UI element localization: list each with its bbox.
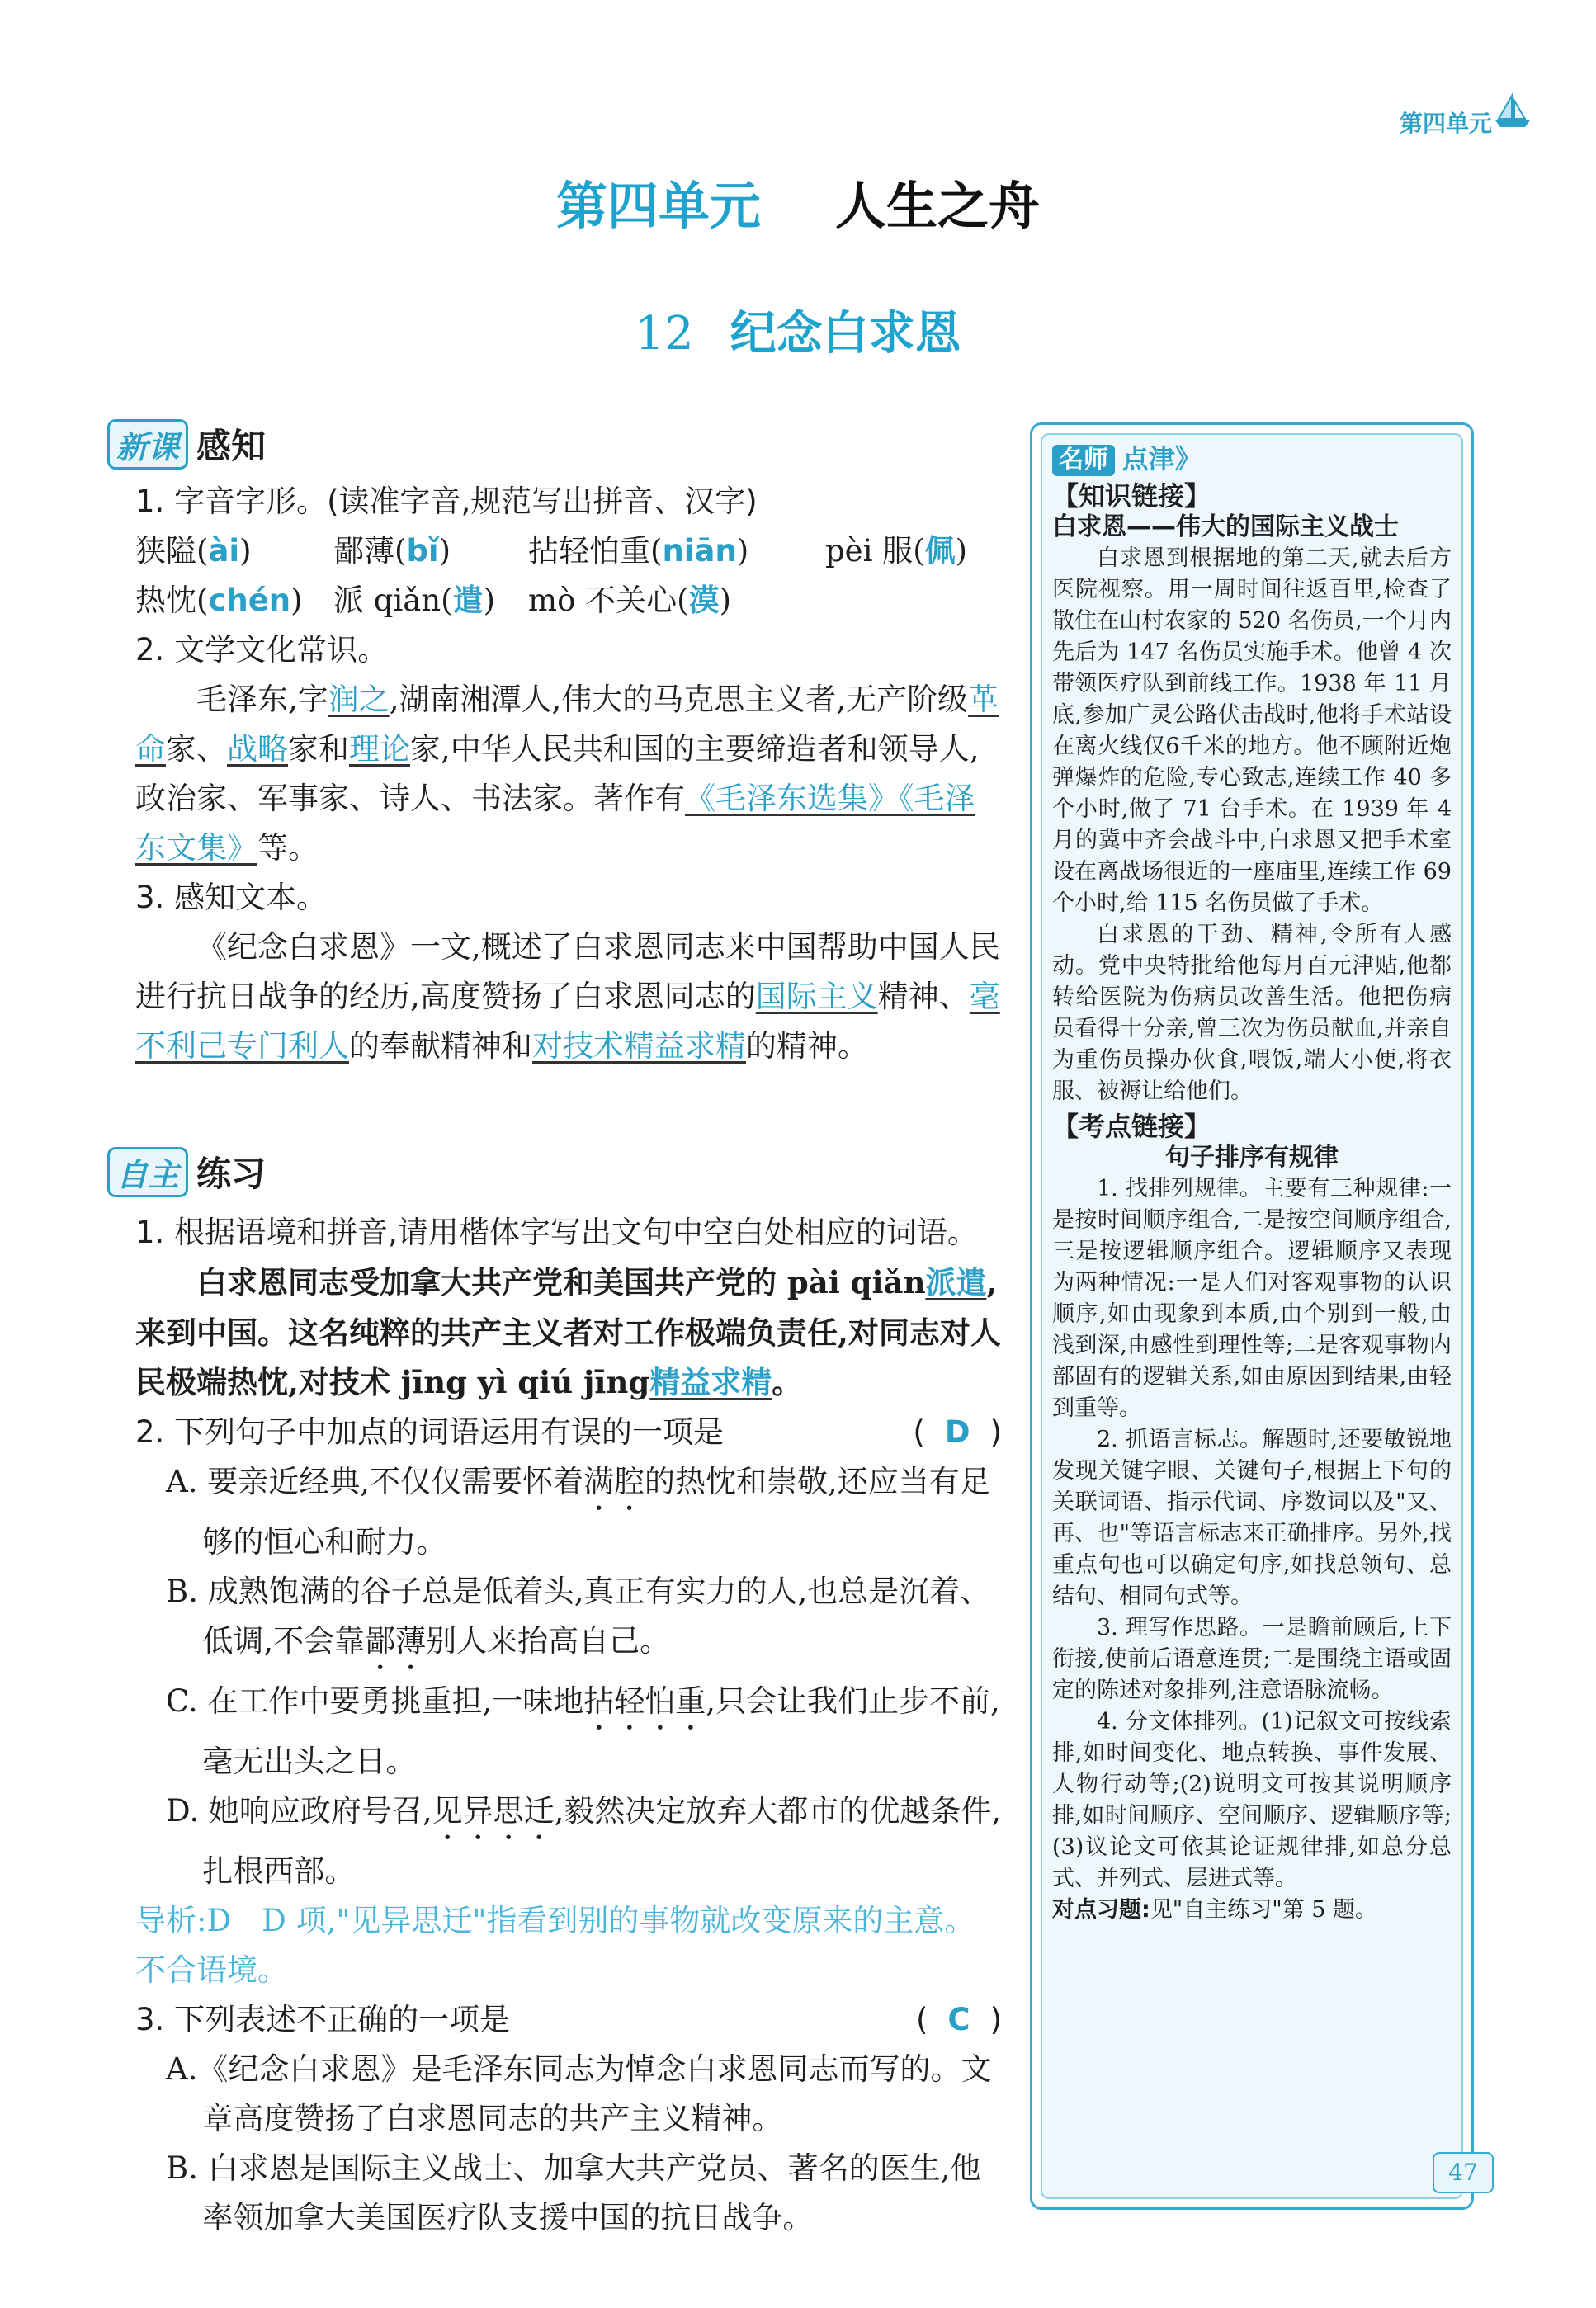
section-tag: 新课 (107, 419, 188, 470)
pinyin-item: 狭隘(ài) (135, 533, 252, 569)
question-title: 3. 感知文本。 (135, 880, 328, 915)
pinyin-item: 鄙薄(bǐ) (333, 533, 451, 569)
tips-tag: 名师 (1052, 445, 1115, 476)
exercise-title: 1. 根据语境和拼音,请用楷体字写出文句中空白处相应的词语。 (135, 1215, 978, 1250)
lesson-number: 12 (635, 307, 694, 361)
section-label: 练习 (196, 1154, 267, 1194)
perceive-paragraph: 《纪念白求恩》一文,概述了白求恩同志来中国帮助中国人民进行抗日战争的经历,高度赞扬了白求恩同志的国际主义精神、毫不利己专门利人的奉献精神和对技术精益求精的精神。 (135, 929, 1000, 1064)
exam-paragraph: 2. 抓语言标志。解题时,还要敏锐地发现关键字眼、关键句子,根据上下句的关联词语、指示代词、序数词以及"又、再、也"等语言标志来正确排序。另外,找重点句也可以确定句序,如找总领句、总结句、相同句式等。 (1052, 1427, 1452, 1609)
section-header-perceive (107, 419, 266, 470)
question-1 (135, 477, 1002, 1071)
exam-subheading: 句子排序有规律 (1165, 1143, 1339, 1172)
lesson-name: 纪念白求恩 (730, 307, 961, 361)
answer-d: D (944, 1414, 970, 1450)
pinyin-row-1 (135, 526, 1002, 576)
option-b: B. 白求恩是国际主义战士、加拿大共产党员、著名的医生,他率领加拿大美国医疗队支援中国的抗日战争。 (166, 2150, 981, 2235)
knowledge-subheading: 白求恩——伟大的国际主义战士 (1052, 512, 1399, 541)
answer-c: C (947, 2002, 970, 2037)
exam-paragraph: 1. 找排列规律。主要有三种规律:一是按时间顺序组合,二是按空间顺序组合,三是按逻辑顺序组合。逻辑顺序又表现为两种情况:一是人们对客观事物的认识顺序,如由现象到本质,由个别到一般,由浅到深,由感性到理性等;二是客观事物内部固有的逻辑关系,如由原因到结果,由轻到重等。 (1052, 1176, 1452, 1421)
tips-header (1052, 443, 1452, 477)
question-title: 1. 字音字形。(读准字音,规范写出拼音、汉字) (135, 484, 758, 519)
option-c: C. 在工作中要勇挑重担,一味地拈轻怕重,只会让我们止步不前,毫无出头之日。 (166, 1683, 1000, 1779)
pinyin-item: 派 qiǎn(遣) (333, 583, 496, 618)
exam-paragraph: 4. 分文体排列。(1)记叙文可按线索排,如时间变化、地点转换、事件发展、人物行动等;(2)说明文可按其说明顺序排,如时间顺序、空间顺序、逻辑顺序等;(3)议论文可依其论证规律排,如总分总式、并列式、层进式等。 (1052, 1709, 1452, 1891)
unit-title (0, 165, 1596, 238)
practice-reference: 对点习题:见"自主练习"第 5 题。 (1052, 1897, 1377, 1923)
sailboat-icon (1494, 92, 1532, 134)
exercise-title: 2. 下列句子中加点的词语运用有误的一项是 ( D ) (135, 1414, 1002, 1450)
pinyin-item: mò 不关心(漠) (528, 583, 731, 618)
exercises (135, 1208, 1002, 2243)
exam-paragraph: 3. 理写作思路。一是瞻前顾后,上下衔接,使前后语意连贯;二是围绕主语或固定的陈述对象排列,注意语脉流畅。 (1052, 1615, 1452, 1703)
pinyin-item: 拈轻怕重(niān) (528, 533, 749, 569)
section-label: 感知 (196, 426, 267, 466)
literature-paragraph: 毛泽东,字润之,湖南湘潭人,伟大的马克思主义者,无产阶级革命家、战略家和理论家,中华人民共和国的主要缔造者和领导人,政治家、军事家、诗人、书法家。著作有《毛泽东选集》《毛泽东文集》等。 (135, 682, 999, 866)
section-tag: 自主 (107, 1147, 188, 1197)
section-header-practice (107, 1147, 266, 1197)
pinyin-item: 热忱(chén) (135, 583, 303, 618)
running-header: 第四单元 (1399, 110, 1492, 137)
tips-tag-label: 点津》 (1121, 443, 1202, 474)
page-number: 47 (1433, 2152, 1494, 2193)
option-d: D. 她响应政府号召,见异思迁,毅然决定放弃大都市的优越条件,扎根西部。 (166, 1793, 1002, 1889)
exercise-1-text: 白求恩同志受加拿大共产党和美国共产党的 pài qiǎn派遣,来到中国。这名纯粹的共产主义者对工作极端负责任,对同志对人民极端热忱,对技术 jīng yì qiú jīng精益求精。 (135, 1264, 1001, 1400)
analysis-text: 导析:D D 项,"见异思迁"指看到别的事物就改变原来的主意。不合语境。 (135, 1903, 975, 1988)
pinyin-row-2 (135, 576, 1002, 625)
pinyin-item: pèi 服(佩) (825, 533, 968, 569)
question-title: 2. 文学文化常识。 (135, 632, 389, 668)
exam-link-heading: 【考点链接】 (1052, 1111, 1211, 1142)
lesson-title (0, 297, 1596, 363)
option-b: B. 成熟饱满的谷子总是低着头,真正有实力的人,也总是沉着、低调,不会靠鄙薄别人来抬高自己。 (166, 1574, 991, 1659)
unit-name: 第四单元 (555, 176, 761, 236)
knowledge-paragraph: 白求恩的干劲、精神,令所有人感动。党中央特批给他每月百元津贴,他都转给医院为伤病员改善生活。他把伤病员看得十分亲,曾三次为伤员献血,并亲自为重伤员操办伙食,喂饭,端大小便,将衣服、被褥让给他们。 (1052, 922, 1452, 1104)
unit-theme: 人生之舟 (835, 176, 1041, 236)
knowledge-link-heading: 【知识链接】 (1052, 480, 1211, 512)
exercise-title: 3. 下列表述不正确的一项是 ( C ) (135, 2002, 1002, 2037)
tips-inner (1041, 433, 1463, 2199)
teacher-tips-box (1030, 422, 1474, 2210)
option-a: A. 要亲近经典,不仅仅需要怀着满腔的热忱和崇敬,还应当有足够的恒心和耐力。 (166, 1464, 990, 1560)
option-a: A.《纪念白求恩》是毛泽东同志为悼念白求恩同志而写的。文章高度赞扬了白求恩同志的共产主义精神。 (166, 2051, 992, 2136)
knowledge-paragraph: 白求恩到根据地的第二天,就去后方医院视察。用一周时间往返百里,检查了散住在山村农家的 520 名伤员,一个月内先后为 147 名伤员实施手术。他曾 4 次带领医疗队到前线工作。1938 年 11 月底,参加广灵公路伏击战时,他将手术站设在离火线仅6千米的地方。他不顾附近炮弹爆炸的危险,专心致志,连续工作 40 多个小时,做了 71 台手术。在 1939 年 4 月的冀中齐会战斗中,白求恩又把手术室设在离战场很近的一座庙里,连续工作 69 个小时,给 115 名伤员做了手术。 (1052, 545, 1452, 916)
